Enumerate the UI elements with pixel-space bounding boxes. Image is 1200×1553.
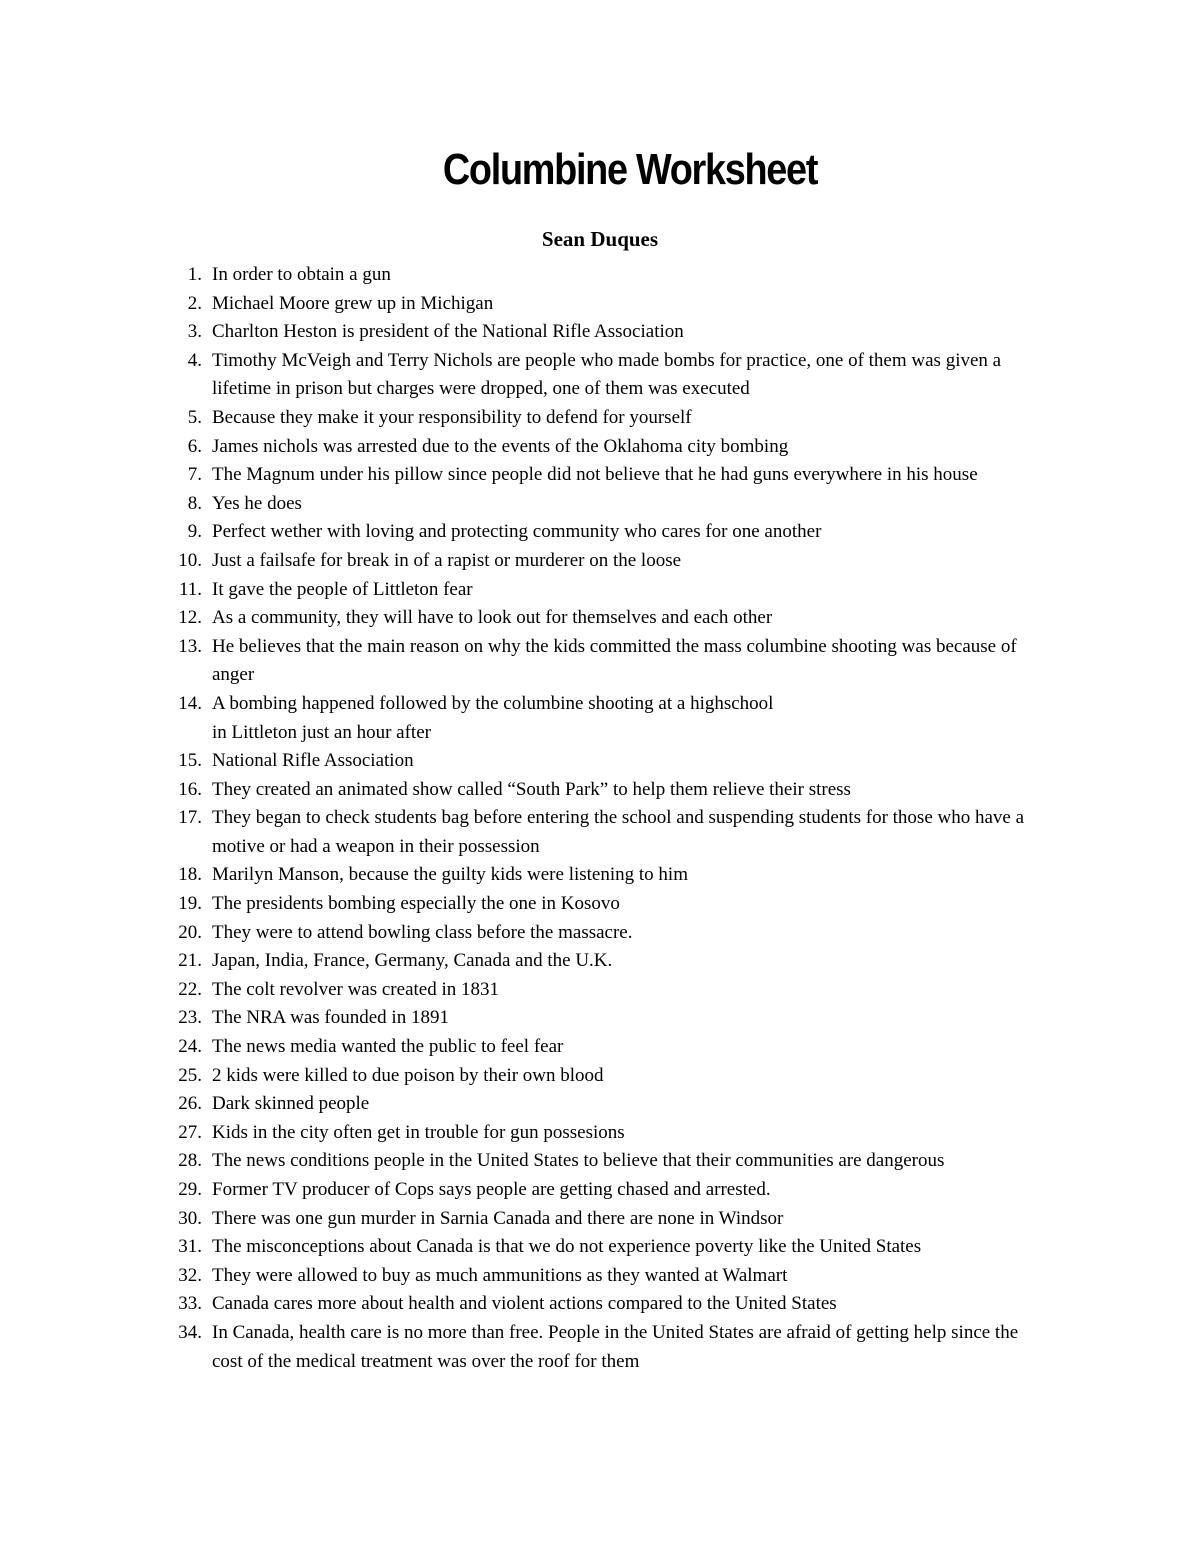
- item-text: As a community, they will have to look out for themselves and each other: [212, 607, 773, 629]
- item-text: There was one gun murder in Sarnia Canada and there are none in Windsor: [212, 1207, 784, 1229]
- item-number: 29.: [178, 1179, 202, 1200]
- item-text: They created an animated show called “South Park” to help them relieve their stress: [212, 778, 851, 800]
- list-item: [0, 1290, 1200, 1319]
- item-number: 31.: [178, 1236, 202, 1258]
- item-number: 25.: [178, 1064, 202, 1086]
- list-item: [0, 1262, 1200, 1291]
- item-number: 8.: [187, 492, 202, 514]
- item-text: Yes he does: [212, 492, 302, 514]
- list-item: [0, 1090, 1200, 1119]
- item-text: They began to check students bag before entering the school and suspending students for those who have a motive or had a weapon in their possession: [212, 807, 1025, 857]
- list-item: [0, 747, 1200, 776]
- list-item: [0, 976, 1200, 1005]
- list-item: [0, 518, 1200, 547]
- page-title: Columbine Worksheet: [442, 145, 818, 194]
- list-item: [0, 776, 1200, 805]
- list-item: [0, 290, 1200, 319]
- list-item: [0, 576, 1200, 605]
- item-text: The NRA was founded in 1891: [212, 1007, 449, 1029]
- item-text: Marilyn Manson, because the guilty kids were listening to him: [212, 864, 688, 886]
- item-text: Timothy McVeigh and Terry Nichols are people who made bombs for practice, one of them was given a lifetime in prison but charges were dropped, one of them was executed: [212, 349, 1002, 400]
- item-text: The colt revolver was created in 1831: [212, 978, 499, 1000]
- item-number: 3.: [187, 321, 202, 343]
- item-text: Japan, India, France, Germany, Canada and the U.K.: [212, 950, 613, 972]
- item-text: Because they make it your responsibility to defend for yourself: [212, 406, 692, 428]
- item-text: Former TV producer of Cops says people are getting chased and arrested.: [212, 1179, 771, 1200]
- item-text: The news media wanted the public to feel fear: [212, 1036, 564, 1058]
- item-number: 27.: [178, 1121, 202, 1143]
- list-item: [0, 1233, 1200, 1262]
- item-number: 14.: [178, 692, 202, 714]
- item-text: It gave the people of Littleton fear: [212, 578, 473, 600]
- list-item: [0, 547, 1200, 576]
- list-item: [0, 261, 1200, 290]
- item-text: He believes that the main reason on why the kids committed the mass columbine shooting was because of anger: [212, 635, 1017, 686]
- item-number: 26.: [178, 1093, 202, 1115]
- list-item: [0, 890, 1200, 919]
- item-number: 24.: [178, 1036, 202, 1058]
- list-item: [0, 861, 1200, 890]
- item-number: 20.: [178, 921, 202, 943]
- item-number: 5.: [187, 406, 202, 428]
- item-text: Dark skinned people: [212, 1093, 370, 1115]
- item-text: National Rifle Association: [212, 750, 414, 772]
- item-number: 22.: [178, 978, 202, 1000]
- list-item: [0, 318, 1200, 347]
- item-number: 17.: [178, 807, 202, 829]
- item-number: 6.: [187, 435, 202, 457]
- list-item: [0, 690, 1200, 747]
- list-item: [0, 1147, 1200, 1176]
- list-item: [0, 604, 1200, 633]
- item-number: 9.: [187, 521, 202, 543]
- item-number: 7.: [187, 464, 202, 486]
- item-text: The presidents bombing especially the one in Kosovo: [212, 893, 620, 915]
- item-number: 11.: [178, 578, 202, 600]
- item-text: The Magnum under his pillow since people did not believe that he had guns everywhere in his house: [212, 464, 978, 486]
- list-item: [0, 633, 1200, 690]
- item-number: 4.: [187, 349, 202, 371]
- item-number: 13.: [178, 635, 202, 657]
- item-number: 34.: [178, 1321, 202, 1343]
- item-text: They were to attend bowling class before the massacre.: [212, 921, 633, 943]
- list-item: [0, 919, 1200, 948]
- item-number: 32.: [178, 1264, 202, 1286]
- list-item: [0, 404, 1200, 433]
- item-number: 21.: [178, 950, 202, 972]
- item-number: 33.: [178, 1293, 202, 1315]
- item-text: Michael Moore grew up in Michigan: [212, 292, 494, 314]
- list-item: [0, 490, 1200, 519]
- item-number: 1.: [187, 264, 202, 285]
- item-text: Kids in the city often get in trouble for gun possesions: [212, 1121, 625, 1143]
- item-text: The misconceptions about Canada is that we do not experience poverty like the United States: [212, 1236, 922, 1258]
- list-item: [0, 1033, 1200, 1062]
- item-number: 30.: [178, 1207, 202, 1229]
- item-text: In order to obtain a gun: [212, 264, 391, 285]
- item-number: 16.: [178, 778, 202, 800]
- item-text: A bombing happened followed by the columbine shooting at a highschool in Littleton just an hour after: [212, 692, 774, 743]
- list-item: [0, 461, 1200, 490]
- item-number: 23.: [178, 1007, 202, 1029]
- item-text: James nichols was arrested due to the events of the Oklahoma city bombing: [212, 435, 789, 457]
- list-item: [0, 947, 1200, 976]
- item-number: 28.: [178, 1150, 202, 1172]
- item-text: The news conditions people in the United States to believe that their communities are dangerous: [212, 1150, 945, 1172]
- list-item: [0, 1062, 1200, 1091]
- item-number: 18.: [178, 864, 202, 886]
- item-text: 2 kids were killed to due poison by their own blood: [212, 1064, 604, 1086]
- list-item: [0, 433, 1200, 462]
- list-item: [0, 1119, 1200, 1148]
- list-item: [0, 1176, 1200, 1205]
- list-item: [0, 1004, 1200, 1033]
- list-item: [0, 804, 1200, 861]
- item-number: 19.: [178, 893, 202, 915]
- item-number: 2.: [187, 292, 202, 314]
- list-item: [0, 1319, 1200, 1376]
- item-text: They were allowed to buy as much ammunitions as they wanted at Walmart: [212, 1264, 788, 1286]
- item-number: 12.: [178, 607, 202, 629]
- item-text: Perfect wether with loving and protecting community who cares for one another: [212, 521, 822, 543]
- item-text: Just a failsafe for break in of a rapist or murderer on the loose: [212, 549, 682, 571]
- item-text: In Canada, health care is no more than free. People in the United States are afraid of getting help since the cost of the medical treatment was over the roof for them: [212, 1321, 1019, 1372]
- item-number: 10.: [178, 549, 202, 571]
- item-text: Charlton Heston is president of the National Rifle Association: [212, 321, 684, 343]
- list-item: [0, 347, 1200, 404]
- item-text: Canada cares more about health and violent actions compared to the United States: [212, 1293, 837, 1315]
- answer-list: [0, 261, 1200, 1376]
- list-item: [0, 1205, 1200, 1234]
- item-number: 15.: [178, 750, 202, 772]
- author-name: Sean Duques: [541, 227, 659, 251]
